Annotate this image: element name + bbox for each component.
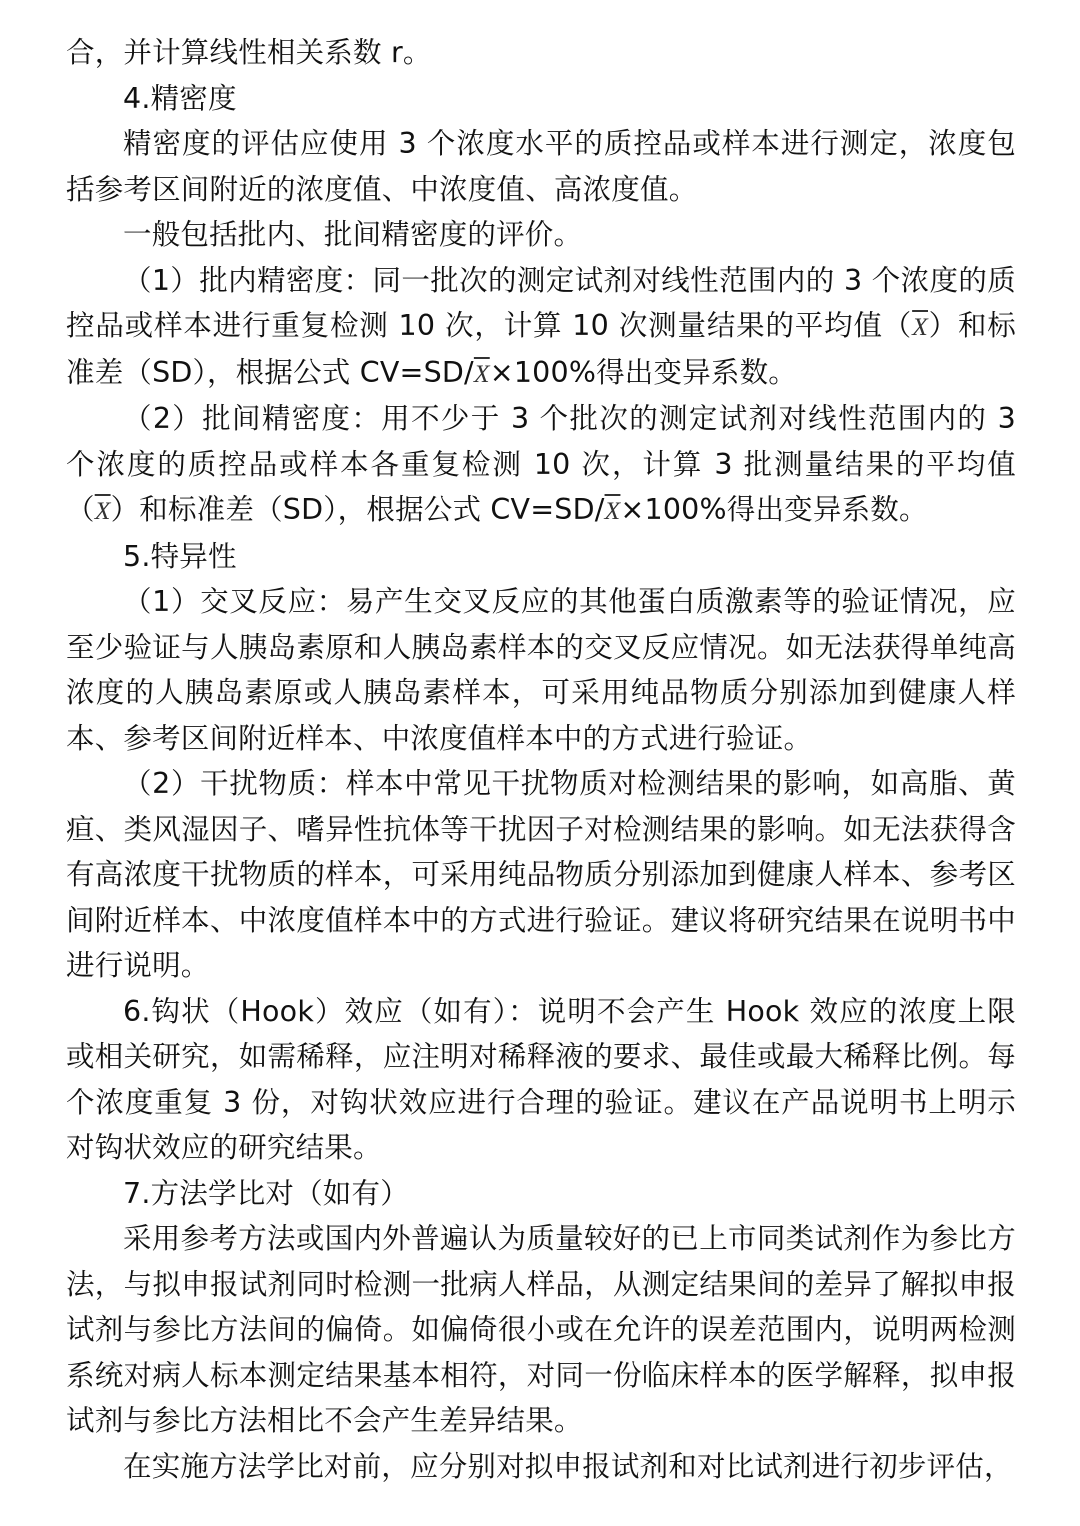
paragraph-method-comparison: 采用参考方法或国内外普遍认为质量较好的已上市同类试剂作为参比方法，与拟申报试剂同时检测一批病人样品，从测定结果间的差异了解拟申报试剂与参比方法间的偏倚。如偏倚很小或在允许的误差范围内，说明两检测系统对病人标本测定结果基本相符，对同一份临床样本的医学解释，拟申报试剂与参比方法相比不会产生差异结果。 [66,1222,1016,1437]
mean-symbol: $\overline{X}$ [473,358,490,388]
intra-batch-text-1: （1）批内精密度：同一批次的测定试剂对线性范围内的 3 个浓度的质控品或样本进行重复检测 10 次，计算 10 次测量结果的平均值（ [66,263,1016,342]
inter-batch-text-1: （2）批间精密度：用不少于 3 个批次的测定试剂对线性范围内的 3 个浓度的质控品或样本各重复检测 10 次，计算 3 批测量结果的平均值（ [66,402,1016,526]
section-heading-specificity: 5.特异性 [123,539,237,573]
mean-symbol: $\overline{X}$ [912,312,928,341]
document-page [66,30,1016,1489]
intra-batch-text-3: ×100%得出变异系数。 [489,355,798,389]
paragraph-hook-effect: 6.钩状（Hook）效应（如有）：说明不会产生 Hook 效应的浓度上限或相关研究，如需稀释，应注明对稀释液的要求、最佳或最大稀释比例。每个浓度重复 3 份，对钩状效应进行合理的验证。建议在产品说明书上明示对钩状效应的研究结果。 [66,994,1016,1164]
paragraph-comparison-preparation: 在实施方法学比对前，应分别对拟申报试剂和对比试剂进行初步评估， [123,1449,1013,1483]
paragraph-intra-batch-precision [66,258,1016,397]
paragraph-interference: （2）干扰物质：样本中常见干扰物质对检测结果的影响，如高脂、黄疸、类风湿因子、嗜异性抗体等干扰因子对检测结果的影响。如无法获得含有高浓度干扰物质的样本，可采用纯品物质分别添加到健康人样本、参考区间附近样本、中浓度值样本中的方式进行验证。建议将研究结果在说明书中进行说明。 [66,767,1016,982]
section-heading-precision: 4.精密度 [123,81,237,115]
paragraph-inter-batch-precision [66,396,1016,534]
intra-batch-text-2: ）和标准差（SD），根据公式 CV=SD/ [66,309,1016,389]
mean-symbol: $\overline{X}$ [604,496,621,525]
section-heading-method-comparison: 7.方法学比对（如有） [123,1176,409,1210]
inter-batch-text-2: ）和标准差（SD），根据公式 CV=SD/ [110,493,605,526]
mean-symbol: $\overline{X}$ [94,496,111,525]
paragraph-precision-intro: 精密度的评估应使用 3 个浓度水平的质控品或样本进行测定，浓度包括参考区间附近的浓度值、中浓度值、高浓度值。 [66,127,1016,206]
paragraph-continuation: 合，并计算线性相关系数 r。 [66,36,432,69]
paragraph-precision-scope: 一般包括批内、批间精密度的评价。 [123,218,583,251]
inter-batch-text-3: ×100%得出变异系数。 [620,493,928,526]
paragraph-cross-reaction: （1）交叉反应：易产生交叉反应的其他蛋白质激素等的验证情况，应至少验证与人胰岛素原和人胰岛素样本的交叉反应情况。如无法获得单纯高浓度的人胰岛素原或人胰岛素样本，可采用纯品物质分别添加到健康人样本、参考区间附近样本、中浓度值样本中的方式进行验证。 [66,585,1016,755]
